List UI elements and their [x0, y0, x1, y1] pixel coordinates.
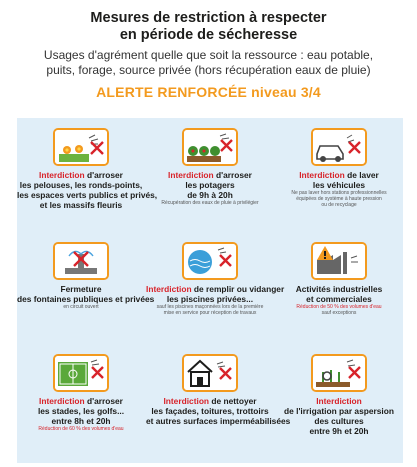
public-fountain-icon	[53, 242, 109, 280]
car-wash-icon	[311, 128, 367, 166]
lawn-sprinkler-icon	[53, 128, 109, 166]
sports-field-icon	[53, 354, 109, 392]
header	[0, 0, 417, 112]
swimming-pool-icon	[182, 242, 238, 280]
page-title-line-1: Mesures de restriction à respecter	[90, 10, 327, 26]
crop-irrigation-icon	[311, 354, 367, 392]
subtitle-line-2: puits, forage, source privée (hors récupération eaux de pluie)	[46, 63, 371, 77]
subtitle-line-1: Usages d'agrément quelle que soit la ressource : eau potable,	[43, 48, 374, 62]
house-cleaning-icon	[182, 354, 238, 392]
restriction-card-surfaces: Interdiction de nettoyer les façades, toitures, trottoirs et autres surfaces imperméabilisées	[146, 354, 274, 426]
alert-level: ALERTE RENFORCÉE niveau 3/4	[96, 84, 321, 100]
page-title-line-2: en période de sécheresse	[119, 27, 298, 43]
restriction-card-pools: Interdiction de remplir ou vidanger les piscines privées... sauf les piscines maçonnées lors de la première mise en service pour réception de travaux	[146, 242, 274, 316]
restriction-card-sports-fields: Interdiction d'arroser les stades, les golfs... entre 8h et 20h Réduction de 60 % des volumes d'eau	[17, 354, 145, 432]
factory-icon	[311, 242, 367, 280]
restriction-card-lawns: Interdiction d'arroser les pelouses, les ronds-points, les espaces verts publics et privés, et les massifs fleuris	[17, 128, 145, 210]
restriction-card-industry: Activités industrielles et commerciales Réduction de 50 % des volumes d'eau sauf exceptions	[275, 242, 403, 316]
restriction-card-crops: Interdiction de l'irrigation par aspersion des cultures entre 9h et 20h	[275, 354, 403, 436]
vegetable-garden-icon	[182, 128, 238, 166]
restriction-card-vehicles: Interdiction de laver les véhicules Ne pas laver hors stations professionnelles équipées de système à haute pression ou de recyclage	[275, 128, 403, 208]
restrictions-panel	[17, 118, 403, 463]
restriction-card-vegetable-gardens: Interdiction d'arroser les potagers de 9h à 20h Récupération des eaux de pluie à privilégier	[146, 128, 274, 206]
restriction-card-fountains: Fermeture des fontaines publiques et privées en circuit ouvert	[17, 242, 145, 310]
